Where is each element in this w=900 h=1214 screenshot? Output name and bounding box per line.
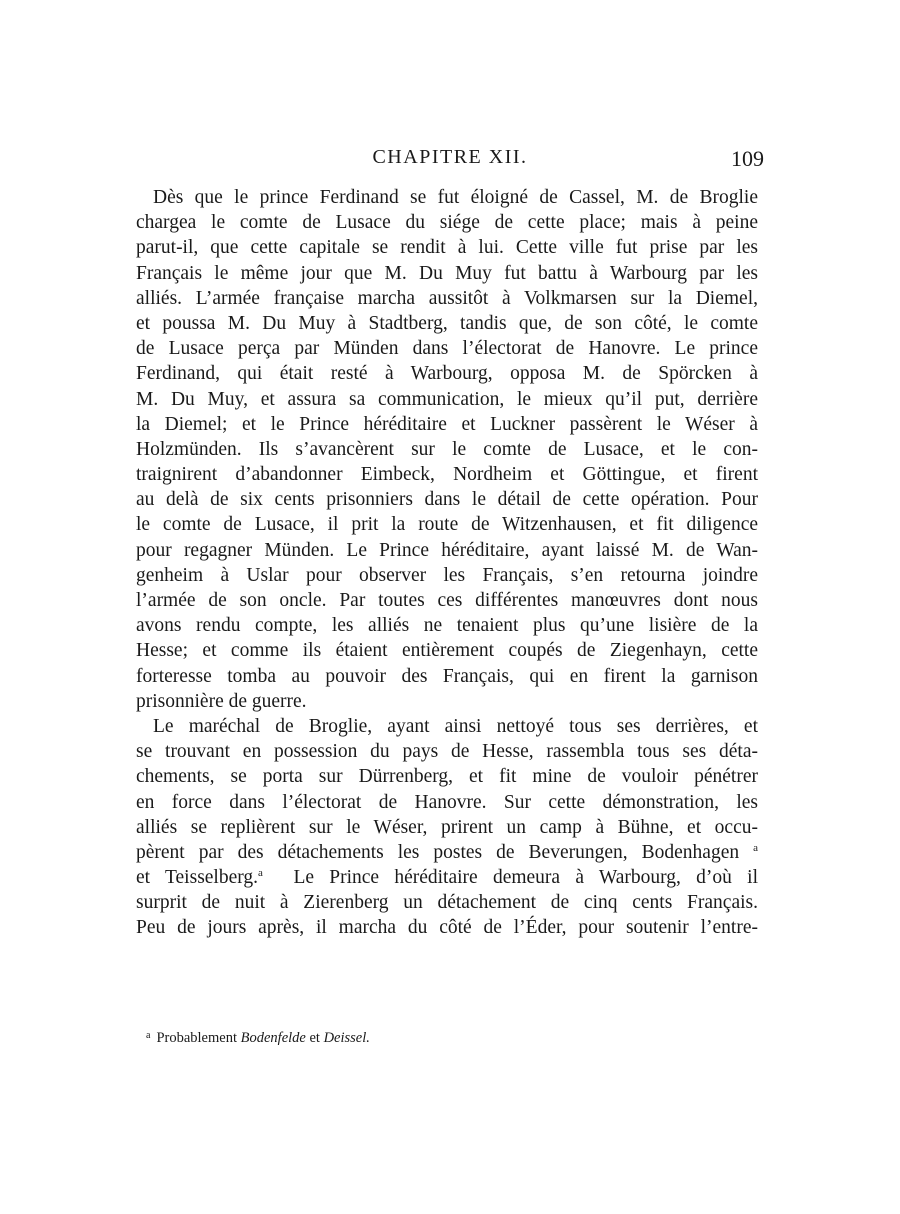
text-line: chements, se porta sur Dürrenberg, et fit mine de vouloir pénétrer [136, 766, 758, 788]
text-line: en force dans l’électorat de Hanovre. Sur cette démonstration, les [136, 791, 758, 813]
text-line: chargea le comte de Lusace du siége de cette place; mais à peine [136, 212, 758, 234]
text-line: Dès que le prince Ferdinand se fut éloigné de Cassel, M. de Broglie [153, 187, 758, 208]
footnote-reference[interactable]: a [258, 867, 263, 880]
text-line: et poussa M. Du Muy à Stadtberg, tandis que, de son côté, le comte [136, 312, 758, 334]
text-line: traignirent d’abandonner Eimbeck, Nordheim et Göttingue, et firent [136, 464, 758, 486]
text-line: l’armée de son oncle. Par toutes ces différentes manœuvres dont nous [136, 590, 758, 611]
footnote-marker: a [146, 1030, 151, 1041]
chapter-title: CHAPITRE XII. [372, 146, 528, 168]
text-line: alliés. L’armée française marcha aussitôt à Volkmarsen sur la Diemel, [136, 287, 758, 309]
text-line: parut-il, que cette capitale se rendit à lui. Cette ville fut prise par les [136, 237, 758, 259]
text-line: au delà de six cents prisonniers dans le détail de cette opération. Pour [136, 489, 758, 511]
text-line: Le maréchal de Broglie, ayant ainsi nettoyé tous ses derrières, et [153, 715, 758, 737]
footnote-place-name: Deissel. [323, 1030, 370, 1046]
text-line: genheim à Uslar pour observer les Français, s’en retourna joindre [136, 564, 758, 586]
text-line: Peu de jours après, il marcha du côté de l’Éder, pour soutenir l’entre- [136, 917, 758, 939]
text-line: Français le même jour que M. Du Muy fut battu à Warbourg par les [136, 262, 758, 284]
text-line: surprit de nuit à Zierenberg un détachement de cinq cents Français. [136, 892, 758, 914]
text-line: le comte de Lusace, il prit la route de Witzenhausen, et fit diligence [136, 514, 758, 536]
text-line [136, 865, 758, 890]
footnote [146, 1030, 370, 1047]
paragraph [136, 185, 758, 714]
text-line: se trouvant en possession du pays de Hesse, rassembla tous ses déta- [136, 741, 758, 763]
text-line: avons rendu compte, les alliés ne tenaient plus qu’une lisière de la [136, 615, 758, 637]
text-line: prisonnière de guerre. [136, 690, 307, 712]
text-line: de Lusace perça par Münden dans l’électorat de Hanovre. Le prince [136, 338, 758, 360]
page-number: 109 [731, 146, 764, 171]
footnote-conjunction: et [309, 1030, 320, 1046]
paragraph [136, 714, 758, 941]
text-line: Hesse; et comme ils étaient entièrement coupés de Ziegenhayn, cette [136, 640, 758, 662]
footnote-place-name: Bodenfelde [240, 1030, 306, 1046]
text-line: M. Du Muy, et assura sa communication, le mieux qu’il put, derrière [136, 388, 758, 410]
text-segment: pèrent par des détachements les postes de Beverungen, Bodenhagen [136, 841, 740, 863]
text-segment: Le Prince héréditaire demeura à Warbourg, d’où il [293, 867, 759, 889]
text-line: Ferdinand, qui était resté à Warbourg, opposa M. de Spörcken à [136, 363, 758, 385]
footnote-prefix: Probablement [156, 1030, 237, 1046]
text-segment: et Teisselberg. [136, 867, 259, 889]
running-head [0, 146, 900, 176]
text-line: alliés se replièrent sur le Wéser, prirent un camp à Bühne, et occu- [136, 816, 758, 838]
body-text [136, 185, 758, 941]
text-line: forteresse tomba au pouvoir des Français, qui en firent la garnison [136, 665, 758, 687]
text-line [136, 840, 758, 865]
text-line: la Diemel; et le Prince héréditaire et Luckner passèrent le Wéser à [136, 413, 758, 435]
footnote-reference[interactable]: a [753, 841, 758, 854]
text-line: pour regagner Münden. Le Prince héréditaire, ayant laissé M. de Wan- [136, 539, 758, 561]
text-line: Holzmünden. Ils s’avancèrent sur le comte de Lusace, et le con- [136, 438, 758, 460]
